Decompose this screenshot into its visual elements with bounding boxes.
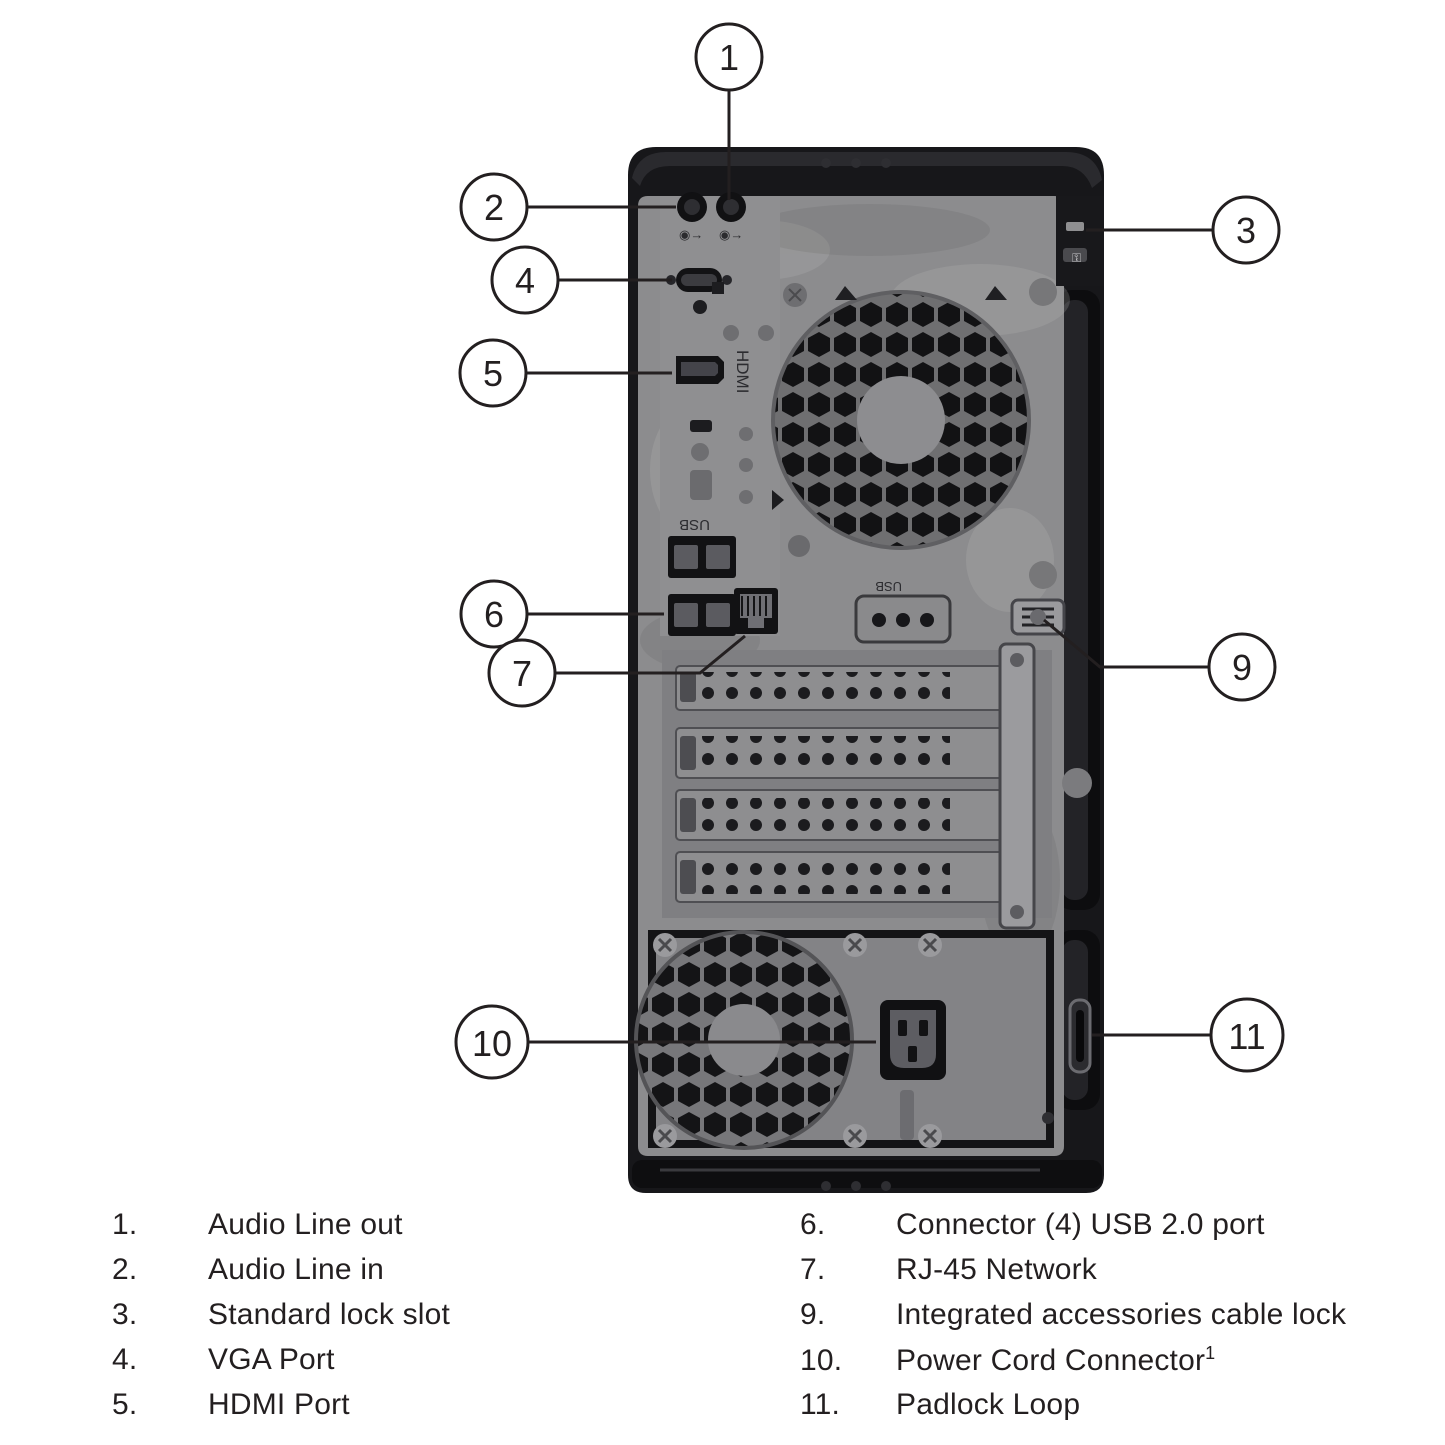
svg-text:◉→: ◉→ [679,227,704,242]
callout-marker-5 [460,340,526,406]
callout-legend [0,1200,1445,1445]
callout-number: 1 [718,37,740,78]
callout-number: 3 [1235,210,1257,251]
legend-number: 4. [112,1343,138,1376]
callout-number: 6 [483,594,505,635]
legend-column-left [112,1208,450,1433]
callout-marker-7 [489,640,555,706]
legend-item [800,1298,1346,1343]
legend-item [112,1388,450,1433]
legend-item [112,1253,450,1298]
legend-label: Standard lock slot [208,1298,451,1331]
legend-label: Integrated accessories cable lock [896,1298,1347,1331]
callout-marker-6 [461,581,527,647]
legend-number: 11. [800,1388,841,1421]
legend-item [800,1343,1346,1388]
callout-marker-10 [456,1006,528,1078]
legend-item [800,1388,1346,1433]
callout-number: 5 [482,353,504,394]
io-shield [660,192,784,636]
svg-text:◉→: ◉→ [719,227,744,242]
legend-item [112,1208,450,1253]
legend-number: 10. [800,1344,843,1377]
legend-label: Connector (4) USB 2.0 port [896,1208,1265,1241]
usb-label-top: USB [679,516,710,533]
callout-number: 10 [471,1023,513,1064]
legend-item [800,1253,1346,1298]
footnote-marker: 1 [1205,1343,1216,1363]
standard-lock-slot [1056,196,1104,286]
expansion-slot-cover [676,666,1006,710]
expansion-slot-cover [676,790,1006,840]
legend-number: 6. [800,1208,826,1241]
callout-marker-1 [696,24,762,90]
power-supply-unit [630,925,1054,1155]
legend-number: 1. [112,1208,138,1241]
legend-label: RJ-45 Network [896,1253,1097,1286]
callout-number: 7 [511,653,533,694]
legend-label: VGA Port [208,1343,335,1376]
legend-number: 3. [112,1298,138,1331]
legend-item [800,1208,1346,1253]
callout-number: 9 [1231,647,1253,688]
legend-number: 9. [800,1298,826,1331]
legend-label: HDMI Port [208,1388,350,1421]
legend-label: Padlock Loop [896,1388,1081,1421]
callout-marker-2 [461,174,527,240]
expansion-slots [662,644,1092,928]
legend-label: Audio Line out [208,1208,403,1241]
callout-marker-3 [1213,197,1279,263]
legend-label: Power Cord Connector$^1$ [896,1343,1216,1377]
power-cord-connector [880,1000,946,1080]
callout-number: 2 [483,187,505,228]
hdmi-port-label: HDMI [733,350,752,394]
callout-marker-11 [1211,999,1283,1071]
legend-number: 5. [112,1388,138,1421]
legend-item [112,1343,450,1388]
legend-number: 2. [112,1253,138,1286]
legend-label: Audio Line in [208,1253,385,1286]
legend-number: 7. [800,1253,826,1286]
legend-item [112,1298,450,1343]
callout-number: 4 [514,260,536,301]
legend-column-right [800,1208,1346,1433]
expansion-slot-cover [676,852,1006,902]
svg-text:USB: USB [875,579,902,594]
svg-text:⚿: ⚿ [1072,251,1082,265]
expansion-slot-cover [676,728,1006,778]
padlock-loop [1070,1000,1090,1072]
callout-number: 11 [1228,1016,1266,1057]
rj45-network-port [734,588,778,634]
callout-marker-9 [1209,634,1275,700]
callout-marker-4 [492,247,558,313]
